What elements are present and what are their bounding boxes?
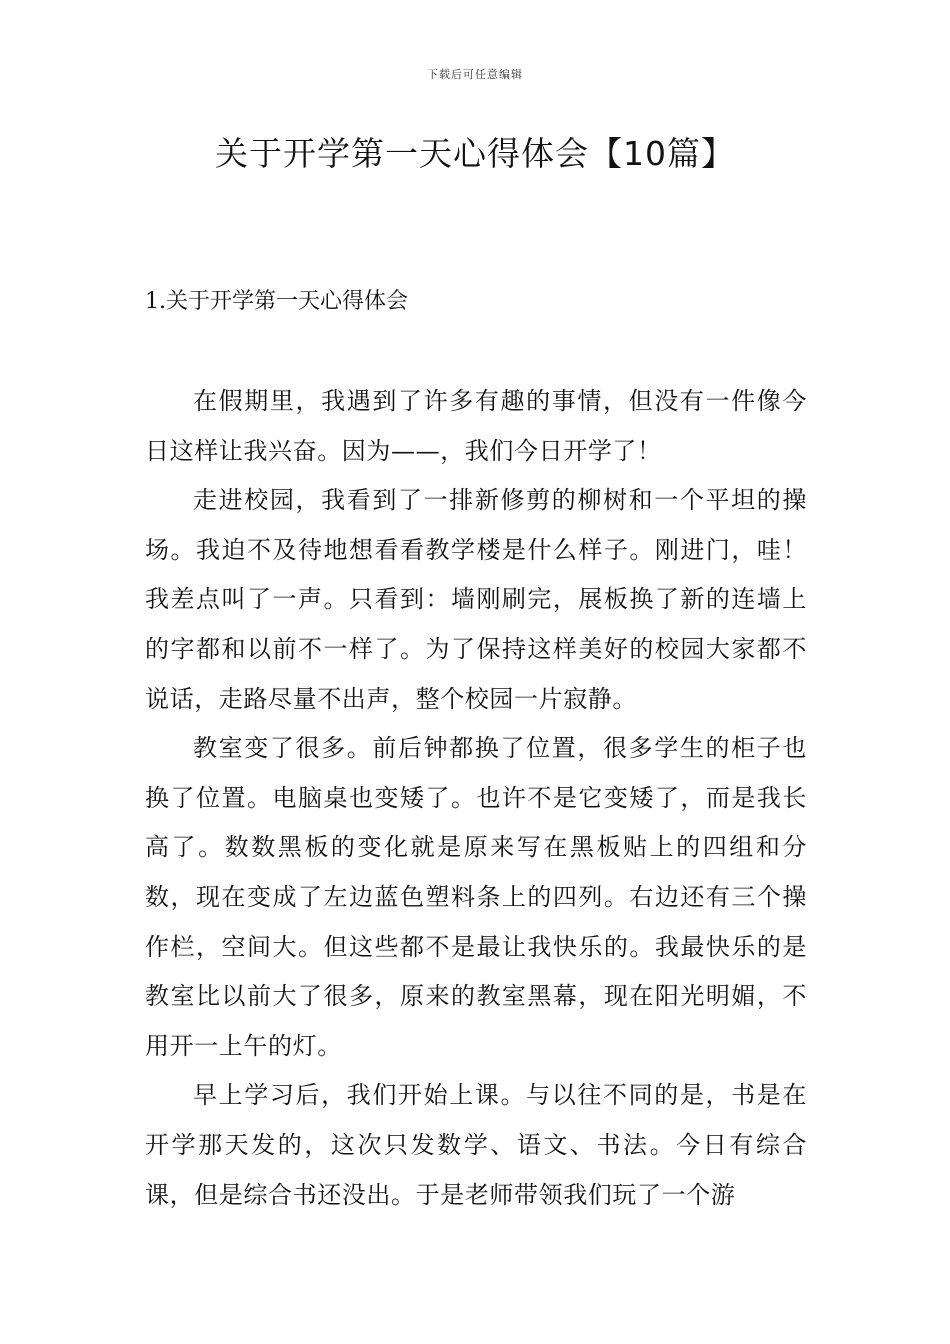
body-text: [145, 377, 807, 1220]
document-title: 关于开学第一天心得体会【10篇】: [215, 134, 735, 173]
section-heading: 1.关于开学第一天心得体会: [145, 289, 408, 314]
paragraph: 走进校园，我看到了一排新修剪的柳树和一个平坦的操场。我迫不及待地想看看教学楼是什么样子。刚进门，哇！我差点叫了一声。只看到：墙刚刷完，展板换了新的连墙上的字都和以前不一样了。为了保持这样美好的校园大家都不说话，走路尽量不出声，整个校园一片寂静。: [145, 486, 807, 713]
paragraph: 在假期里，我遇到了许多有趣的事情，但没有一件像今日这样让我兴奋。因为——，我们今日开学了！: [145, 387, 807, 465]
paragraph: 早上学习后，我们开始上课。与以往不同的是，书是在开学那天发的，这次只发数学、语文、书法。今日有综合课，但是综合书还没出。于是老师带领我们玩了一个游: [145, 1081, 807, 1209]
header-note: 下载后可任意编辑: [427, 68, 523, 81]
paragraph: 教室变了很多。前后钟都换了位置，很多学生的柜子也换了位置。电脑桌也变矮了。也许不是它变矮了，而是我长高了。数数黑板的变化就是原来写在黑板贴上的四组和分数，现在变成了左边蓝色塑料条上的四列。右边还有三个操作栏，空间大。但这些都不是最让我快乐的。我最快乐的是教室比以前大了很多，原来的教室黑幕，现在阳光明媚，不用开一上午的灯。: [145, 734, 807, 1060]
